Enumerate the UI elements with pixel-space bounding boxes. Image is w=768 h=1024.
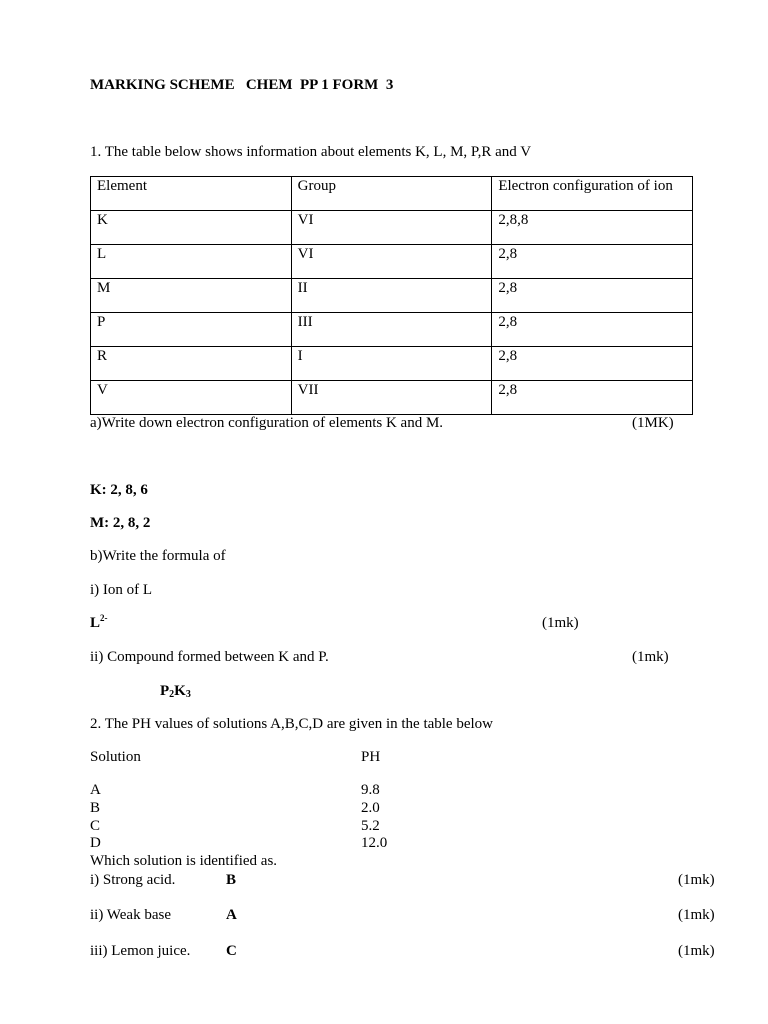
question-1b-ii: ii) Compound formed between K and P. — [90, 649, 329, 665]
question-2-iii: iii) Lemon juice. — [90, 943, 191, 959]
ph-solution: B — [90, 800, 101, 816]
answer-1b-i: $L^{2-}$ — [90, 613, 108, 631]
table-row — [91, 381, 693, 415]
table-row — [91, 279, 693, 313]
ph-value: 5.2 — [361, 818, 380, 834]
table-row — [91, 245, 693, 279]
cell-element: K — [91, 211, 292, 245]
question-2-ii: ii) Weak base — [90, 907, 171, 923]
question-2-i: i) Strong acid. — [90, 872, 176, 888]
header-element: Element — [91, 177, 292, 211]
question-1a: a)Write down electron configuration of elements K and M. — [90, 415, 444, 431]
question-2-intro: 2. The PH values of solutions A,B,C,D are given in the table below — [90, 716, 494, 732]
marks-2-i: (1mk) — [678, 872, 715, 888]
header-group: Group — [291, 177, 492, 211]
answer-2-ii: A — [226, 907, 237, 923]
header-electron-configuration: Electron configuration of ion — [492, 177, 693, 211]
ph-solution: A — [90, 782, 101, 798]
ph-solution: D — [90, 835, 101, 851]
marks-2-iii: (1mk) — [678, 943, 715, 959]
cell-configuration: 2,8 — [492, 313, 693, 347]
page-title: MARKING SCHEME CHEM PP 1 FORM 3 — [90, 77, 394, 93]
cell-element: P — [91, 313, 292, 347]
cell-element: M — [91, 279, 292, 313]
answer-1a-m: M: 2, 8, 2 — [90, 515, 151, 531]
cell-configuration: 2,8 — [492, 279, 693, 313]
table-row — [91, 313, 693, 347]
marks-1b-i: (1mk) — [542, 615, 579, 631]
cell-group: VI — [291, 211, 492, 245]
cell-group: III — [291, 313, 492, 347]
cell-configuration: 2,8 — [492, 347, 693, 381]
answer-2-iii: C — [226, 943, 237, 959]
ph-header-solution: Solution — [90, 749, 141, 765]
answer-2-i: B — [226, 872, 237, 888]
ph-value: 2.0 — [361, 800, 380, 816]
ph-value: 12.0 — [361, 835, 388, 851]
ph-header-ph: PH — [361, 749, 381, 765]
table-header-row — [91, 177, 693, 211]
question-2-which: Which solution is identified as. — [90, 853, 278, 869]
cell-group: I — [291, 347, 492, 381]
question-1b-i: i) Ion of L — [90, 582, 153, 598]
answer-1a-k: K: 2, 8, 6 — [90, 482, 148, 498]
marks-1a: (1MK) — [632, 415, 674, 431]
elements-table — [90, 176, 693, 415]
cell-element: V — [91, 381, 292, 415]
cell-configuration: 2,8,8 — [492, 211, 693, 245]
cell-group: VII — [291, 381, 492, 415]
cell-element: L — [91, 245, 292, 279]
answer-1b-ii: $P_2K_3$ — [160, 683, 191, 700]
ph-solution: C — [90, 818, 101, 834]
table-row — [91, 211, 693, 245]
cell-group: II — [291, 279, 492, 313]
marks-1b-ii: (1mk) — [632, 649, 669, 665]
question-1-intro: 1. The table below shows information about elements K, L, M, P,R and V — [90, 144, 532, 160]
cell-group: VI — [291, 245, 492, 279]
table-row — [91, 347, 693, 381]
cell-element: R — [91, 347, 292, 381]
cell-configuration: 2,8 — [492, 245, 693, 279]
cell-configuration: 2,8 — [492, 381, 693, 415]
question-1b: b)Write the formula of — [90, 548, 226, 564]
marks-2-ii: (1mk) — [678, 907, 715, 923]
ph-value: 9.8 — [361, 782, 380, 798]
